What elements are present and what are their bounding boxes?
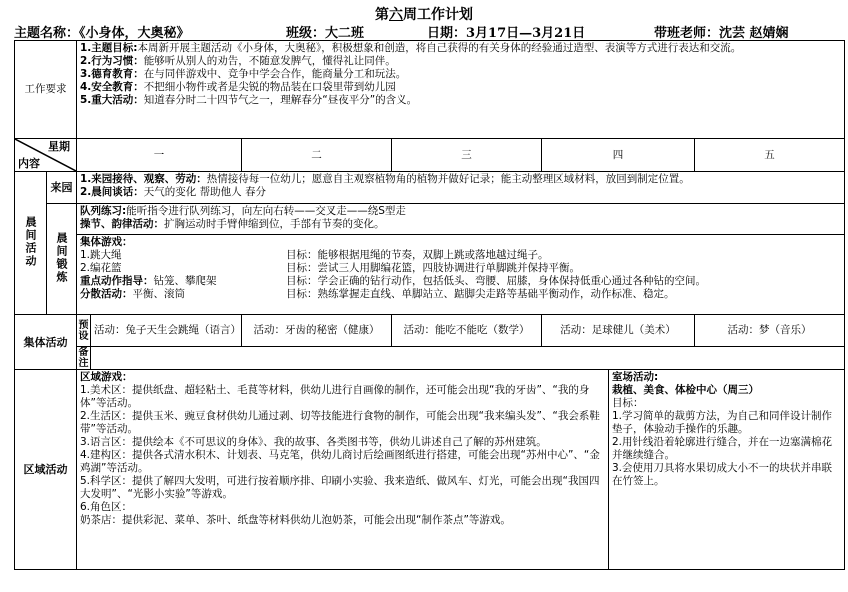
tea-shop-item: 奶茶店：提供彩泥、菜单、茶叶、纸盘等材料供幼儿泡奶茶，可能会出现“制作茶点”等游戏。 xyxy=(80,514,511,526)
preset-label: 预设 xyxy=(77,315,91,347)
room-activity-content xyxy=(609,370,845,570)
group-activity-label: 集体活动 xyxy=(15,315,77,370)
theme-name: 主题名称：《小身体，大奥秘》 xyxy=(14,26,190,41)
area-games-content xyxy=(77,370,609,570)
drill-content xyxy=(77,204,845,235)
title-prefix: 第 xyxy=(375,7,389,23)
requirement-item: 4.安全教育：不把细小物件或者是尖锐的物品装在口袋里带到幼儿园 xyxy=(80,81,396,93)
activity-friday: 活动：梦（音乐） xyxy=(695,315,845,347)
page-title xyxy=(0,4,848,24)
drill-item: 操节、韵律活动：扩胸运动时手臂伸缩到位，手部有节奏的变化。 xyxy=(80,218,385,230)
drill-row xyxy=(15,204,845,235)
date-range: 日期：3月17日—3月21日 xyxy=(427,26,586,41)
area-item: 5.科学区：提供了解四大发明，可进行按着顺序排、印刷小实验、我来造纸、做风车、灯光，可能会出现“我国四大发明”、“光影小实验”等游戏。 xyxy=(80,475,600,500)
work-requirements-label: 工作要求 xyxy=(15,41,77,139)
day-friday: 五 xyxy=(695,139,845,172)
games-row xyxy=(15,235,845,315)
weekday-content-corner xyxy=(15,139,77,172)
area-item: 4.建构区：提供各式清水积木、计划表、马克笔，供幼儿商讨后绘画图纸进行搭建，可能会出现“苏州中心”、“金鸡湖”等活动。 xyxy=(80,449,600,474)
requirement-item: 5.重大活动：知道春分时二十四节气之一，理解春分“昼夜平分”的含义。 xyxy=(80,94,418,106)
activity-tuesday: 活动：牙齿的秘密（健康） xyxy=(242,315,392,347)
game-item: 1.跳大绳 目标：能够根据甩绳的节奏，双脚上跳或落地越过绳子。 xyxy=(80,249,549,261)
group-activity-row xyxy=(15,315,845,347)
room-head: 室场活动: xyxy=(612,371,659,383)
area-activity-row xyxy=(15,370,845,570)
games-head: 集体游戏： xyxy=(80,236,133,248)
morning-exercise-label: 晨间锻炼 xyxy=(47,204,77,315)
day-wednesday: 三 xyxy=(392,139,542,172)
weekday-label: 星期 xyxy=(48,140,70,153)
area-item: 2.生活区：提供玉米、豌豆食材供幼儿通过剥、切等技能进行食物的制作，可能会出现“我来编头发”、“我会系鞋带”等活动。 xyxy=(80,410,600,435)
area-activity-label: 区域活动 xyxy=(15,370,77,570)
day-thursday: 四 xyxy=(542,139,695,172)
room-goal: 3.会使用刀具将水果切成大小不一的块状并串联在竹签上。 xyxy=(612,462,833,487)
work-requirements-content xyxy=(77,41,845,139)
games-content xyxy=(77,235,845,315)
title-suffix: 周工作计划 xyxy=(403,7,473,23)
day-tuesday: 二 xyxy=(242,139,392,172)
activity-monday: 活动：兔子天生会跳绳（语言） xyxy=(91,315,242,347)
game-item: 2.编花篮 目标：尝试三人用脚编花篮，四肢协调进行单脚跳并保持平衡。 xyxy=(80,262,580,274)
scatter-item: 分散活动：平衡、滚筒 目标：熟练掌握走直线、单脚站立、踮脚尖走路等基础平衡动作，动作标准、稳定。 xyxy=(80,288,675,300)
room-goal-head: 目标： xyxy=(612,397,644,409)
arrival-item: 1.来园接待、观察、劳动：热情接待每一位幼儿；愿意自主观察植物角的植物并做好记录；能主动整理区域材料，放回到制定位置。 xyxy=(80,173,690,185)
weekday-header-row xyxy=(15,139,845,172)
arrival-content xyxy=(77,172,845,204)
teacher-names: 带班老师：沈芸 赵婧娴 xyxy=(654,26,789,41)
backup-row xyxy=(15,347,845,370)
morning-activity-label: 晨间活动 xyxy=(15,172,47,315)
info-bar xyxy=(14,22,844,41)
content-label: 内容 xyxy=(18,157,40,170)
arrival-row xyxy=(15,172,845,204)
area-item: 6.角色区： xyxy=(80,501,133,513)
arrival-item: 2.晨间谈话：天气的变化 帮助他人 春分 xyxy=(80,186,266,198)
day-monday: 一 xyxy=(77,139,242,172)
requirement-item: 1.主题目标:本周新开展主题活动《小身体，大奥秘》，积极想象和创造，将自己获得的有关身体的经验通过造型、表演等方式进行表达和交流。 xyxy=(80,42,742,54)
area-games-head: 区域游戏： xyxy=(80,371,133,383)
requirement-item: 2.行为习惯：能够听从别人的劝告，不随意发脾气，懂得礼让同伴。 xyxy=(80,55,396,67)
class-name: 班级：大二班 xyxy=(286,26,365,41)
guide-item: 重点动作指导：钻笼、攀爬架 目标：学会正确的钻行动作，包括低头、弯腰、屈膝，身体保持低重心通过各种钻的空间。 xyxy=(80,275,706,287)
area-item: 1.美术区：提供纸盘、超轻粘土、毛茛等材料，供幼儿进行自画像的制作，还可能会出现“我的牙齿”、“我的身体”等活动。 xyxy=(80,384,590,409)
room-title: 栽植、美食、体检中心（周三） xyxy=(612,384,759,396)
backup-content xyxy=(91,347,845,370)
room-goal: 2.用针线沿着轮廓进行缝合，并在一边塞满棉花并继续缝合。 xyxy=(612,436,833,461)
plan-table xyxy=(14,40,845,570)
requirement-item: 3.德育教育：在与同伴游戏中、竞争中学会合作，能商量分工和玩法。 xyxy=(80,68,407,80)
activity-thursday: 活动：足球健儿（美术） xyxy=(542,315,695,347)
area-item: 3.语言区：提供绘本《不可思议的身体》、我的故事、各类图书等，供幼儿讲述自己了解的苏州建筑。 xyxy=(80,436,547,448)
week-number: 六 xyxy=(389,7,403,23)
arrival-label: 来园 xyxy=(47,172,77,204)
drill-item: 队列练习:能听指令进行队列练习，向左向右转——交叉走——绕S型走 xyxy=(80,205,406,217)
backup-label: 备注 xyxy=(78,347,89,369)
room-goal: 1.学习简单的裁剪方法，为自己和同伴设计制作垫子，体验动手操作的乐趣。 xyxy=(612,410,833,435)
work-requirements-row xyxy=(15,41,845,139)
activity-wednesday: 活动：能吃不能吃（数学） xyxy=(392,315,542,347)
